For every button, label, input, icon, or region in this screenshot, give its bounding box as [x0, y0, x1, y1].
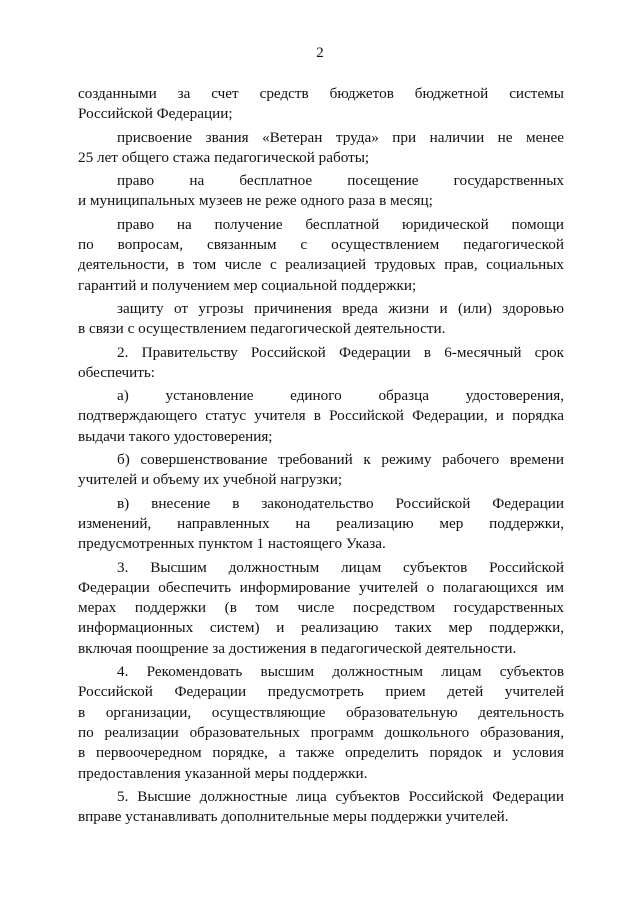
- text-line: Российской Федерации;: [78, 105, 233, 123]
- text-line: б) совершенствование требований к режиму рабочего времени: [117, 451, 564, 469]
- text-line: а) установление единого образца удостоверения,: [117, 387, 564, 405]
- text-line: выдачи такого удостоверения;: [78, 427, 273, 445]
- text-line: 2. Правительству Российской Федерации в 6-месячный срок: [117, 343, 564, 361]
- text-line: подтверждающего статус учителя в Российской Федерации, и порядка: [78, 407, 564, 425]
- text-line: по вопросам, связанным с осуществлением педагогической: [78, 236, 564, 254]
- text-line: информационных систем) и реализацию таких мер поддержки,: [78, 619, 564, 637]
- text-line: 5. Высшие должностные лица субъектов Российской Федерации: [117, 787, 564, 805]
- text-line: предусмотренных пунктом 1 настоящего Указа.: [78, 535, 386, 553]
- text-line: изменений, направленных на реализацию мер поддержки,: [78, 514, 564, 532]
- text-line: право на бесплатное посещение государственных: [117, 172, 564, 190]
- text-line: вправе устанавливать дополнительные меры поддержки учителей.: [78, 808, 509, 826]
- document-body: [78, 84, 564, 827]
- text-line: в связи с осуществлением педагогической деятельности.: [78, 320, 446, 338]
- text-line: и муниципальных музеев не реже одного раза в месяц;: [78, 192, 433, 210]
- text-line: право на получение бесплатной юридической помощи: [117, 215, 564, 233]
- text-line: созданными за счет средств бюджетов бюджетной системы: [78, 85, 564, 102]
- text-line: присвоение звания «Ветеран труда» при наличии не менее: [117, 128, 564, 146]
- text-line: мерах поддержки (в том числе посредством государственных: [78, 599, 564, 617]
- text-line: защиту от угрозы причинения вреда жизни и (или) здоровью: [117, 299, 564, 317]
- text-line: Федерации обеспечить информирование учителей о полагающихся им: [78, 578, 564, 596]
- text-line: в) внесение в законодательство Российской Федерации: [117, 494, 564, 512]
- page-number: 2: [316, 45, 324, 61]
- text-line: в организации, осуществляющие образовательную деятельность: [78, 703, 564, 721]
- text-line: учителей и объему их учебной нагрузки;: [78, 471, 343, 489]
- text-line: включая поощрение за достижения в педагогической деятельности.: [78, 639, 517, 657]
- text-line: в первоочередном порядке, а также определить порядок и условия: [78, 744, 564, 762]
- text-line: Российской Федерации предусмотреть прием детей учителей: [78, 683, 564, 701]
- text-line: обеспечить:: [78, 363, 156, 381]
- text-line: 25 лет общего стажа педагогической работы;: [78, 148, 370, 166]
- text-line: деятельности, в том числе с реализацией трудовых прав, социальных: [78, 256, 564, 274]
- text-line: гарантий и получением мер социальной поддержки;: [78, 276, 417, 294]
- text-line: 3. Высшим должностным лицам субъектов Российской: [117, 558, 564, 576]
- text-line: 4. Рекомендовать высшим должностным лицам субъектов: [117, 663, 564, 681]
- text-line: по реализации образовательных программ дошкольного образования,: [78, 723, 564, 741]
- text-line: предоставления указанной меры поддержки.: [78, 764, 368, 782]
